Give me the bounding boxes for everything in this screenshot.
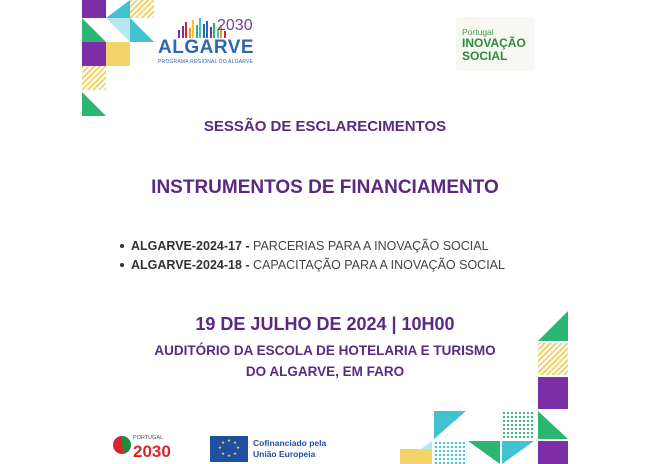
pattern-tile xyxy=(106,42,130,66)
pattern-tile xyxy=(468,441,500,464)
list-item xyxy=(118,237,505,256)
pattern-tile xyxy=(538,343,568,375)
instrument-code: ALGARVE-2024-18 - xyxy=(131,258,250,272)
pattern-tile xyxy=(538,411,568,439)
pattern-tile xyxy=(502,441,534,464)
portugal-inovacao-social-logo xyxy=(456,17,534,71)
pattern-tile xyxy=(434,411,466,439)
bullet-icon xyxy=(120,244,124,248)
pis-line1: INOVAÇÃO xyxy=(462,36,526,50)
portugal-2030-country: PORTUGAL xyxy=(133,435,164,441)
eu-flag-icon: ★ ★ ★ ★ ★ ★ ★ ★ xyxy=(210,436,248,462)
list-item xyxy=(118,256,505,275)
portugal-flag-icon xyxy=(113,436,131,454)
portugal-2030-year: 2030 xyxy=(133,442,171,461)
eu-text-line2: União Europeia xyxy=(253,449,316,459)
algarve-name: ALGARVE xyxy=(158,37,255,58)
session-subtitle: SESSÃO DE ESCLARECIMENTOS xyxy=(203,118,447,135)
instrument-code: ALGARVE-2024-17 - xyxy=(131,239,250,253)
pattern-tile xyxy=(106,0,130,18)
event-venue-line1: AUDITÓRIO DA ESCOLA DE HOTELARIA E TURISMO xyxy=(154,343,496,358)
event-venue-line2: DO ALGARVE, EM FARO xyxy=(245,364,405,379)
pattern-tile xyxy=(82,42,106,66)
event-date-time: 19 DE JULHO DE 2024 | 10H00 xyxy=(195,314,455,334)
pis-country: Portugal xyxy=(462,27,494,37)
pattern-tile xyxy=(538,377,568,409)
pattern-tile xyxy=(82,18,106,42)
pattern-tile xyxy=(130,18,154,42)
pattern-tile xyxy=(82,0,106,18)
eu-text-line1: Cofinanciado pela xyxy=(253,438,327,448)
session-title: INSTRUMENTOS DE FINANCIAMENTO xyxy=(151,177,499,198)
pattern-tile xyxy=(82,92,106,116)
pattern-tile xyxy=(106,18,130,42)
instrument-name: CAPACITAÇÃO PARA A INOVAÇÃO SOCIAL xyxy=(253,258,505,272)
pattern-tile xyxy=(400,449,432,464)
funding-instruments-list xyxy=(118,237,505,275)
pattern-tile xyxy=(130,0,154,18)
pattern-tile xyxy=(434,441,466,464)
instrument-name: PARCERIAS PARA A INOVAÇÃO SOCIAL xyxy=(253,239,489,253)
bullet-icon xyxy=(120,263,124,267)
pattern-tile xyxy=(538,441,568,464)
algarve-year: 2030 xyxy=(217,17,253,34)
pattern-tile xyxy=(502,411,534,439)
pattern-tile xyxy=(82,66,106,90)
pis-line2: SOCIAL xyxy=(462,49,508,63)
algarve-tagline: PROGRAMA REGIONAL DO ALGARVE xyxy=(158,59,254,65)
